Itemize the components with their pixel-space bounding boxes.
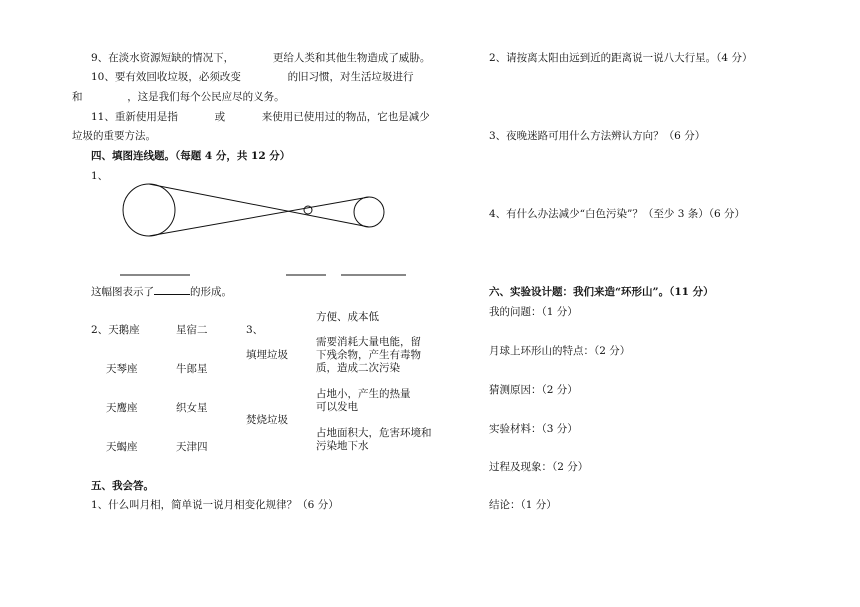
disposal-trait-line: 占地面积大，危害环境和 [316, 427, 432, 439]
disposal-trait-item [316, 336, 421, 375]
section4-heading: 四、填图连线题。（每题 4 分，共 12 分） [91, 150, 291, 162]
star-item: 织女星 [176, 402, 208, 414]
q11-text-a: 11、重新使用是指 [91, 111, 178, 123]
q9-text-b: 更给人类和其他生物造成了威胁。 [272, 52, 431, 64]
right-q3: 3、夜晚迷路可用什么方法辨认方向？（6 分） [489, 130, 706, 142]
disposal-trait-line: 需要消耗大量电能，留 [316, 336, 421, 348]
disposal-trait-line: 质，造成二次污染 [316, 362, 400, 375]
q4-2-row-0 [91, 324, 140, 337]
q10-text-c: 和 [72, 91, 83, 103]
disposal-trait-item [316, 388, 411, 414]
q11-text-b: 或 [214, 111, 226, 123]
q4-1-caption-b: 的形成。 [190, 286, 232, 298]
disposal-trait-line: 占地小，产生的热量 [316, 388, 411, 400]
constellation-item: 天琴座 [106, 363, 138, 375]
experiment-item: 过程及现象：（2 分） [489, 461, 589, 473]
q4-1-number: 1、 [91, 170, 109, 182]
earth-circle [354, 197, 384, 227]
section5-heading: 五、我会答。 [91, 480, 154, 492]
q11-text-c: 来使用已使用过的物品，它也是减少 [261, 111, 430, 123]
q4-1-caption-blank [154, 294, 190, 295]
q10-text-d: ，这是我们每个公民应尽的义务。 [127, 91, 285, 103]
star-item: 星宿二 [176, 324, 208, 336]
section5-q1: 1、什么叫月相，简单说一说月相变化规律？（6 分） [91, 499, 339, 511]
disposal-trait-line: 方便、成本低 [316, 311, 379, 323]
q9-text-a: 9、在淡水资源短缺的情况下， [91, 52, 235, 64]
q4-1-caption-a: 这幅图表示了 [91, 286, 154, 298]
disposal-method-item: 填埋垃圾 [246, 349, 288, 361]
q4-2-number: 2、 [91, 324, 109, 336]
experiment-item: 猜测原因：（2 分） [489, 384, 578, 396]
experiment-item: 月球上环形山的特点：（2 分） [489, 345, 631, 357]
experiment-item: 结论：（1 分） [489, 499, 557, 511]
q10-text-a: 10、要有效回收垃圾，必须改变 [91, 71, 241, 83]
star-item: 牛郎星 [176, 363, 208, 375]
disposal-trait-item [316, 311, 379, 324]
section6-heading: 六、实验设计题：我们来造“环形山”。（11 分） [489, 286, 714, 298]
q4-3-number: 3、 [246, 324, 264, 336]
disposal-trait-item [316, 427, 432, 453]
disposal-method-item: 焚烧垃圾 [246, 414, 288, 426]
constellation-item: 天鹅座 [108, 324, 140, 336]
disposal-trait-line: 可以发电 [316, 401, 358, 414]
disposal-trait-line: 下残余物，产生有毒物 [316, 349, 421, 362]
q11-text-d: 垃圾的重要方法。 [72, 130, 156, 142]
q4-1-caption [91, 286, 232, 299]
right-q4: 4、有什么办法减少“白色污染”？（至少 3 条）（6 分） [489, 208, 746, 220]
right-q2: 2、请按离太阳由远到近的距离说一说八大行星。（4 分） [489, 52, 753, 64]
star-item: 天津四 [176, 441, 208, 453]
experiment-item: 我的问题：（1 分） [489, 306, 578, 318]
experiment-item: 实验材料：（3 分） [489, 423, 578, 435]
tangent-line-2 [149, 197, 369, 236]
sun-circle [123, 184, 175, 236]
q10-text-b: 的旧习惯，对生活垃圾进行 [287, 71, 414, 83]
tangent-line-1 [149, 184, 369, 227]
constellation-item: 天蝎座 [106, 441, 138, 453]
disposal-trait-line: 污染地下水 [316, 440, 369, 453]
constellation-item: 天鹰座 [106, 402, 138, 414]
